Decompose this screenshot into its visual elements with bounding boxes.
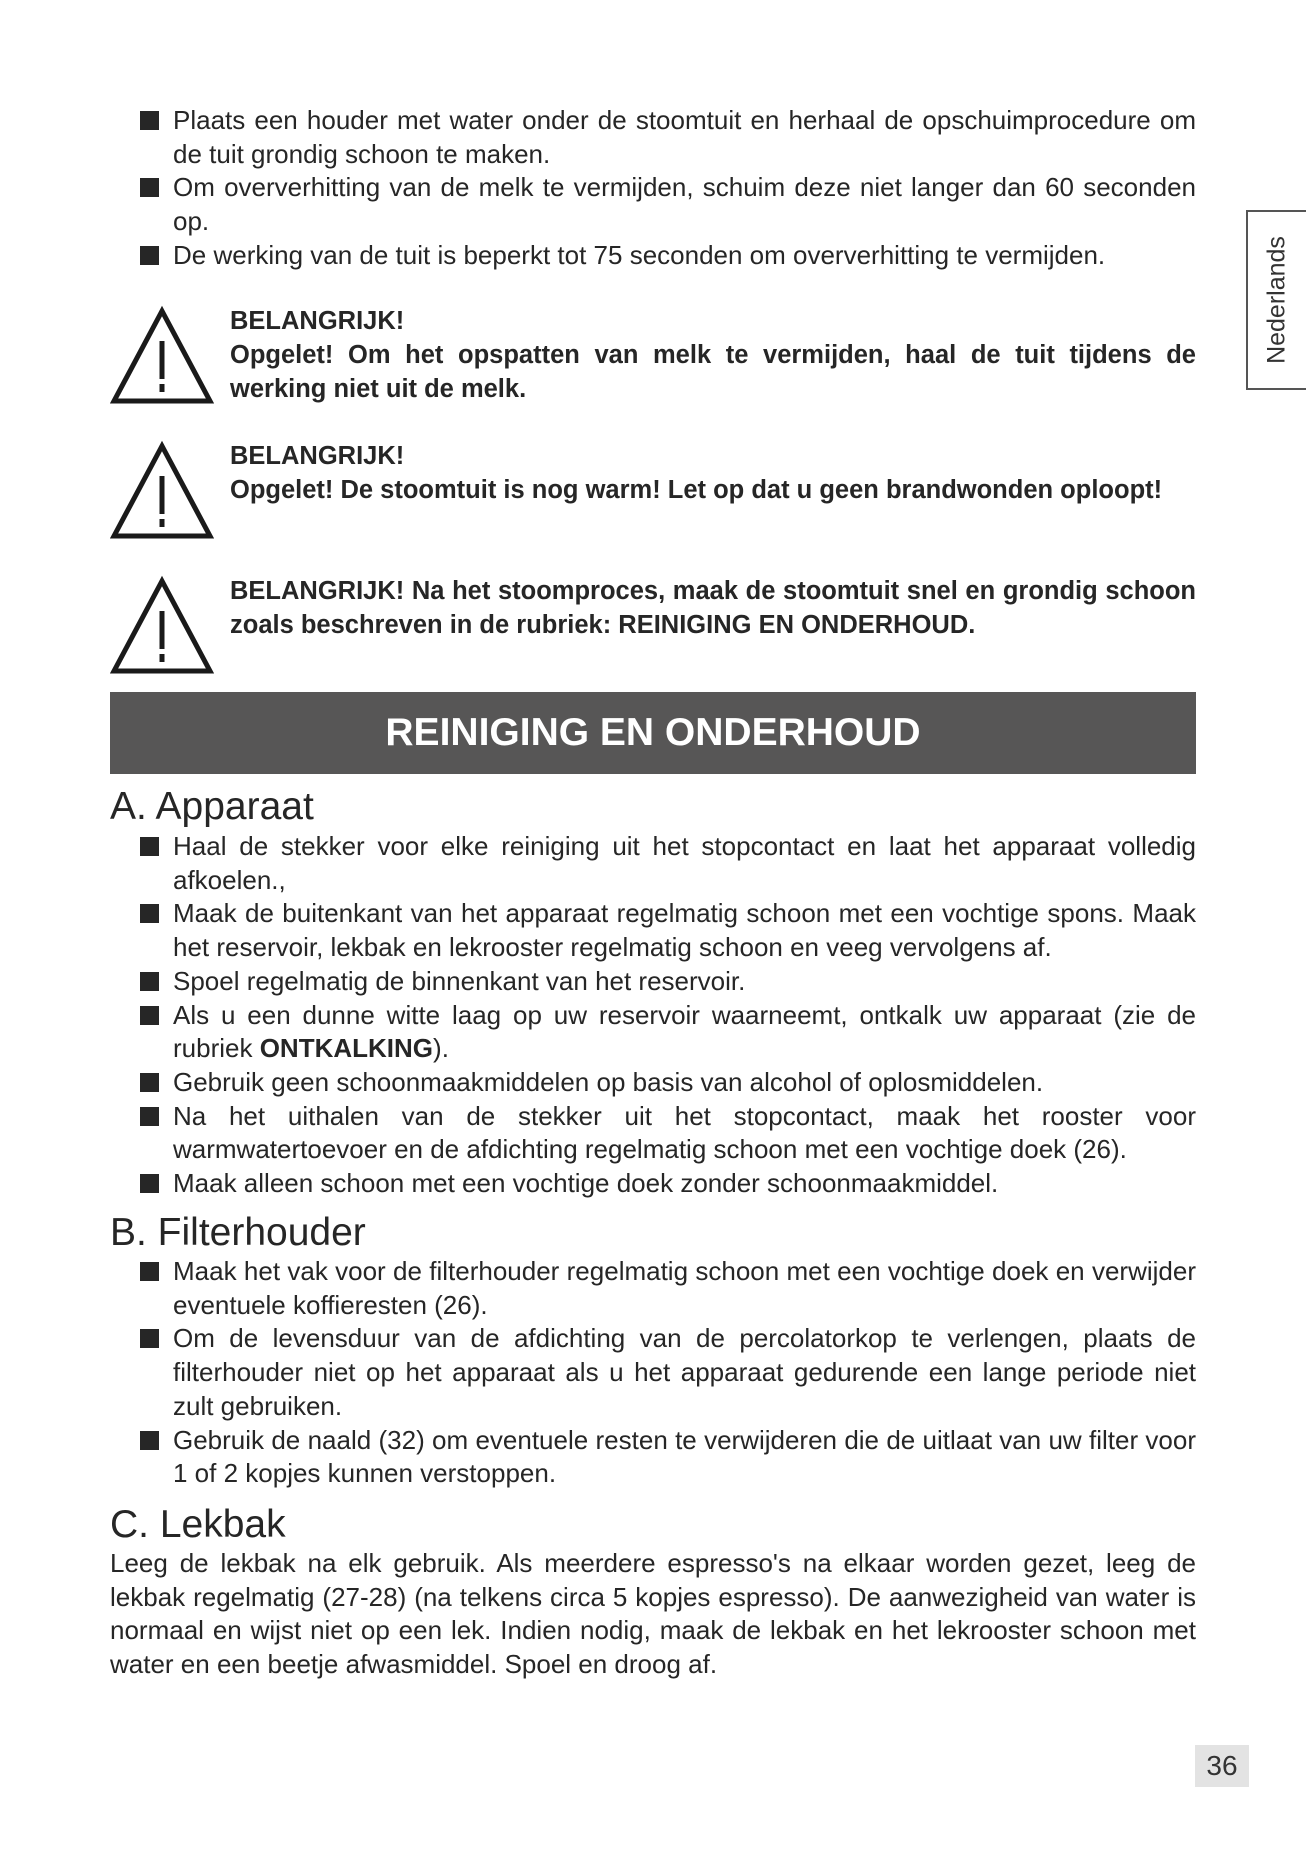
list-item-text: Gebruik de naald (32) om eventuele resten te verwijderen die de uitlaat van uw filter voor 1 of 2 kopjes kunnen verstoppen.	[173, 1424, 1196, 1489]
bullet-square-icon	[140, 1262, 159, 1281]
intro-bullet-list	[140, 104, 1196, 273]
heading-lekbak: C. Lekbak	[110, 1503, 286, 1546]
list-item	[140, 1066, 1196, 1100]
warning-block-3	[110, 575, 1196, 675]
list-item-text: Plaats een houder met water onder de stoomtuit en herhaal de opschuimprocedure om de tuit grondig schoon te maken.	[173, 105, 1196, 169]
warning-title: BELANGRIJK!	[230, 307, 405, 335]
bold-reference: ONTKALKING	[259, 1033, 434, 1064]
bullet-square-icon	[140, 1431, 159, 1450]
list-item-text: Haal de stekker voor elke reiniging uit het stopcontact en laat het apparaat volledig afkoelen.,	[173, 831, 1196, 895]
page-number: 36	[1195, 1745, 1249, 1787]
warning-triangle-icon	[110, 305, 214, 405]
list-item-text: Spoel regelmatig de binnenkant van het reservoir.	[173, 965, 746, 996]
lekbak-paragraph: Leeg de lekbak na elk gebruik. Als meerdere espresso's na elkaar worden gezet, leeg de lekbak regelmatig (27-28) (na telkens circa 5 kopjes espresso). De aanwezigheid van water is normaal en wijst niet op een lek. Indien nodig, maak de lekbak en het lekrooster schoon met water en een beetje afwasmiddel. Spoel en droog af.	[110, 1548, 1196, 1680]
warning-text: Opgelet! Om het opspatten van melk te vermijden, haal de tuit tijdens de werking niet uit de melk.	[230, 340, 1196, 403]
warning-text: Opgelet! De stoomtuit is nog warm! Let op dat u geen brandwonden oploopt!	[230, 475, 1163, 504]
warning-text: BELANGRIJK! Na het stoomproces, maak de stoomtuit snel en grondig schoon zoals beschreven in de rubriek: REINIGING EN ONDERHOUD.	[230, 577, 1196, 639]
heading-filterhouder: B. Filterhouder	[110, 1211, 366, 1254]
section-banner: REINIGING EN ONDERHOUD	[110, 692, 1196, 774]
list-item	[140, 1424, 1196, 1491]
list-item-text: Maak alleen schoon met een vochtige doek zonder schoonmaakmiddel.	[173, 1168, 999, 1199]
language-tab	[1246, 210, 1306, 390]
bullet-square-icon	[140, 904, 159, 923]
bullet-square-icon	[140, 1329, 159, 1348]
list-item-text: Gebruik geen schoonmaakmiddelen op basis van alcohol of oplosmiddelen.	[173, 1066, 1044, 1097]
list-item-text: Maak de buitenkant van het apparaat regelmatig schoon met een vochtige spons. Maak het reservoir, lekbak en lekrooster regelmatig schoon en veeg vervolgens af.	[173, 898, 1196, 963]
bullet-square-icon	[140, 1073, 159, 1092]
list-item	[140, 1167, 1196, 1201]
warning-block-2	[110, 440, 1196, 540]
bullet-square-icon	[140, 1107, 159, 1126]
list-item	[140, 239, 1196, 273]
bullet-square-icon	[140, 246, 159, 265]
list-item-text: De werking van de tuit is beperkt tot 75 seconden om oververhitting te vermijden.	[173, 239, 1106, 270]
bullet-square-icon	[140, 1174, 159, 1193]
list-item-text: Om de levensduur van de afdichting van de percolatorkop te verlengen, plaats de filterhouder niet op het apparaat als u het apparaat gedurende een lange periode niet zult gebruiken.	[173, 1323, 1196, 1421]
list-item	[140, 104, 1196, 171]
list-item-text: Om oververhitting van de melk te vermijden, schuim deze niet langer dan 60 seconden op.	[173, 172, 1196, 237]
heading-apparaat: A. Apparaat	[110, 785, 314, 828]
list-item-suffix: ).	[433, 1033, 449, 1064]
list-item	[140, 999, 1196, 1066]
bullet-square-icon	[140, 837, 159, 856]
bullet-square-icon	[140, 1006, 159, 1025]
warning-triangle-icon	[110, 440, 214, 540]
list-item-text: Na het uithalen van de stekker uit het stopcontact, maak het rooster voor warmwatertoevoer en de afdichting regelmatig schoon met een vochtige doek (26).	[173, 1100, 1196, 1165]
bullet-square-icon	[140, 111, 159, 130]
apparaat-bullet-list	[140, 830, 1196, 1201]
warning-title: BELANGRIJK!	[230, 442, 405, 470]
bullet-square-icon	[140, 972, 159, 991]
list-item	[140, 1255, 1196, 1322]
warning-triangle-icon	[110, 575, 214, 675]
language-tab-label: Nederlands	[1262, 236, 1291, 364]
warning-block-1	[110, 305, 1196, 405]
list-item	[140, 965, 1196, 999]
list-item	[140, 897, 1196, 964]
list-item-text: Als u een dunne witte laag op uw reservoir waarneemt, ontkalk uw apparaat (zie de rubriek	[173, 999, 1196, 1064]
list-item	[140, 1322, 1196, 1423]
list-item	[140, 830, 1196, 897]
list-item	[140, 1100, 1196, 1167]
filterhouder-bullet-list	[140, 1255, 1196, 1491]
bullet-square-icon	[140, 178, 159, 197]
list-item	[140, 171, 1196, 238]
list-item-text: Maak het vak voor de filterhouder regelmatig schoon met een vochtige doek en verwijder eventuele koffieresten (26).	[173, 1256, 1196, 1320]
